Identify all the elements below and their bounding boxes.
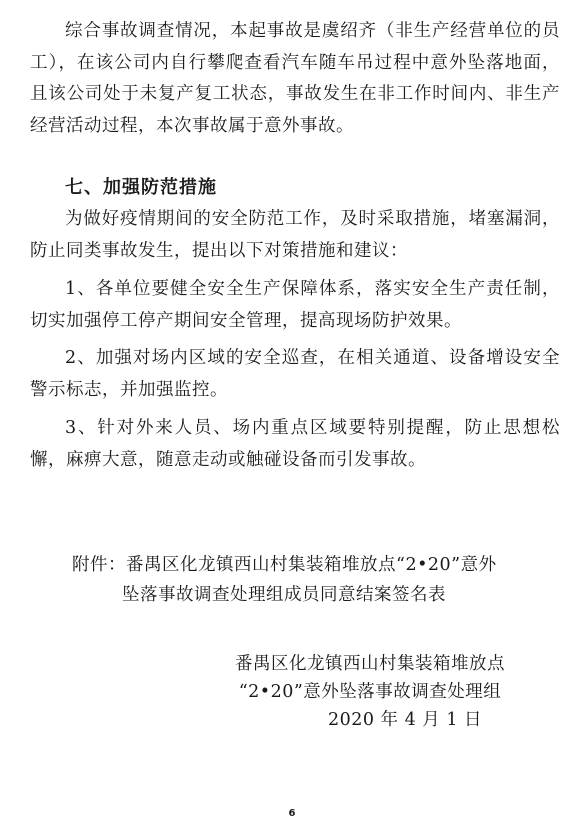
attachment-note [72,550,542,610]
measure-1-paragraph: 1、各单位要健全安全生产保障体系，落实安全生产责任制，切实加强停工停产期间安全管理，提高现场防护效果。 [30,279,560,331]
signature-org-line-1: 番禺区化龙镇西山村集装箱堆放点 [235,654,505,674]
intro-paragraph: 为做好疫情期间的安全防范工作，及时采取措施，堵塞漏洞，防止同类事故发生，提出以下对策措施和建议： [30,209,560,261]
measure-2-paragraph: 2、加强对场内区域的安全巡查，在相关通道、设备增设安全警示标志，并加强监控。 [30,348,560,400]
measure-3-paragraph: 3、针对外来人员、场内重点区域要特别提醒，防止思想松懈，麻痹大意，随意走动或触碰设备而引发事故。 [30,418,560,470]
signature-block [190,650,550,734]
signature-org-line-2: “2•20”意外坠落事故调查处理组 [238,682,502,702]
signature-date: 2020 年 4 月 1 日 [327,710,483,730]
summary-paragraph: 综合事故调查情况，本起事故是虞绍齐（非生产经营单位的员工），在该公司内自行攀爬查看汽车随车吊过程中意外坠落地面，且该公司处于未复产复工状态，事故发生在非工作时间内、非生产经营活动过程，本次事故属于意外事故。 [30,21,560,136]
page-number: 6 [288,808,296,819]
section-heading: 七、加强防范措施 [65,177,217,198]
attachment-line-2: 坠落事故调查处理组成员同意结案签名表 [122,585,446,605]
attachment-line-1: 附件：番禺区化龙镇西山村集装箱堆放点“2•20”意外 [72,555,497,575]
